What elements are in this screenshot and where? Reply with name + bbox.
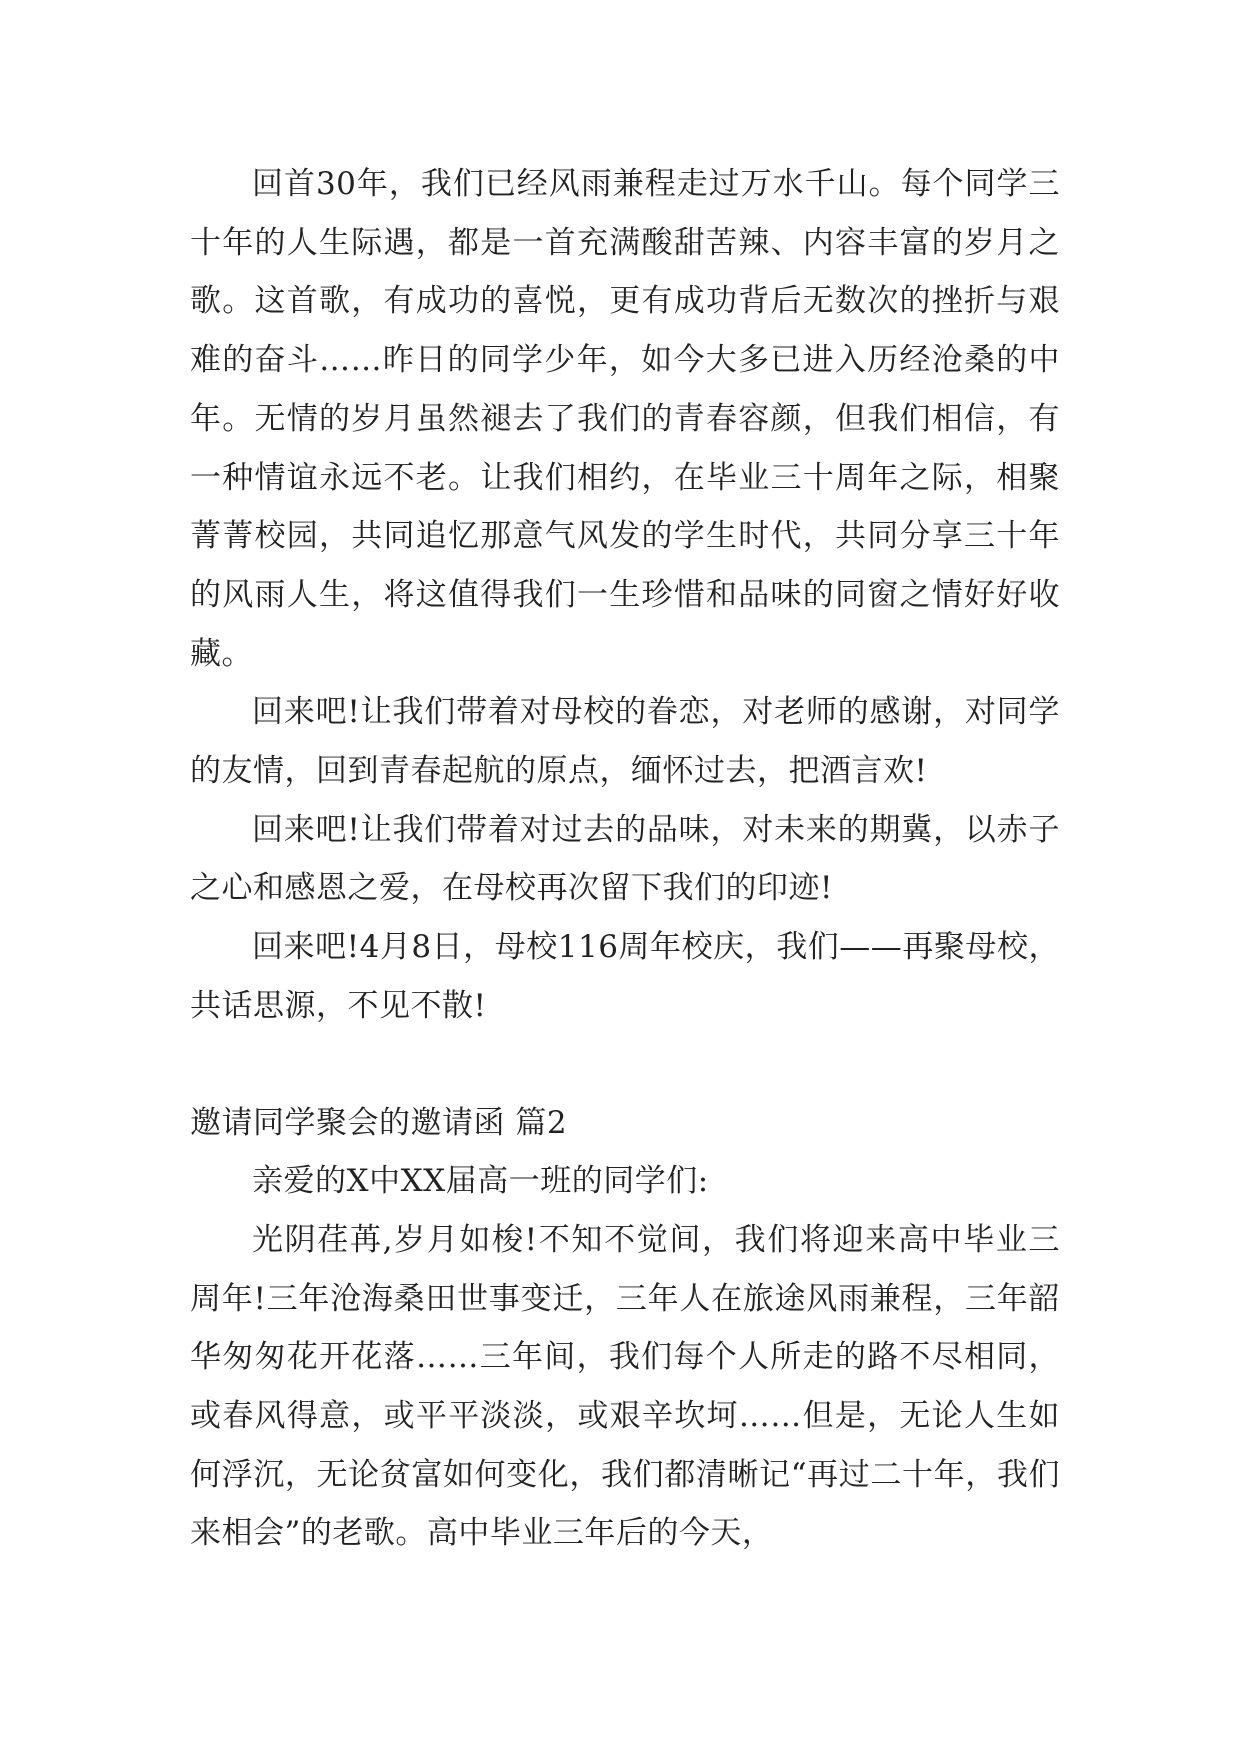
paragraph-come-back-2: 回来吧!让我们带着对过去的品味，对未来的期冀，以赤子之心和感恩之爱，在母校再次留下我们的印迹! xyxy=(190,811,1060,907)
paragraph-come-back-3: 回来吧!4月8日，母校116周年校庆，我们——再聚母校，共话思源，不见不散! xyxy=(190,929,1060,1024)
paragraph-time-flies: 光阴荏苒,岁月如梭!不知不觉间，我们将迎来高中毕业三周年!三年沧海桑田世事变迁，三年人在旅途风雨兼程，三年韶华匆匆花开花落……三年间，我们每个人所走的路不尽相同，或春风得意，或平平淡淡，或艰辛坎坷……但是，无论人生如何浮沉，无论贫富如何变化，我们都清晰记“再过二十年，我们来相会”的老歌。高中毕业三年后的今天， xyxy=(190,1221,1060,1552)
document-body xyxy=(190,155,1060,1563)
section-heading: 邀请同学聚会的邀请函 篇2 xyxy=(190,1104,568,1141)
paragraph-reflection: 回首30年，我们已经风雨兼程走过万水千山。每个同学三十年的人生际遇，都是一首充满酸甜苦辣、内容丰富的岁月之歌。这首歌，有成功的喜悦，更有成功背后无数次的挫折与艰难的奋斗……昨日的同学少年，如今大多已进入历经沧桑的中年。无情的岁月虽然褪去了我们的青春容颜，但我们相信，有一种情谊永远不老。让我们相约，在毕业三十周年之际，相聚菁菁校园，共同追忆那意气风发的学生时代，共同分享三十年的风雨人生，将这值得我们一生珍惜和品味的同窗之情好好收藏。 xyxy=(190,166,1060,672)
paragraph-come-back-1: 回来吧!让我们带着对母校的眷恋，对老师的感谢，对同学的友情，回到青春起航的原点，缅怀过去，把酒言欢! xyxy=(190,694,1060,790)
salutation: 亲爱的X中XX届高一班的同学们: xyxy=(252,1163,709,1200)
